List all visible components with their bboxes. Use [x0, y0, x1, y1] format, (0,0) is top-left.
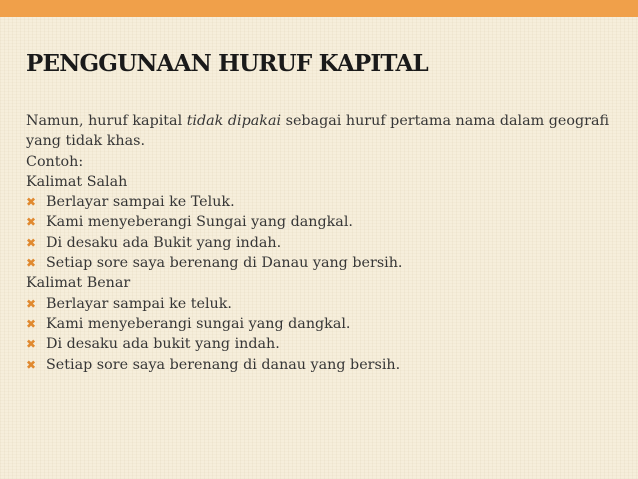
list-item: ✖ Berlayar sampai ke teluk. [26, 294, 624, 314]
x-mark-icon: ✖ [26, 337, 37, 352]
list-item: ✖ Berlayar sampai ke Teluk. [26, 192, 624, 212]
slide-body [26, 111, 624, 375]
list-item: ✖ Kami menyeberangi Sungai yang dangkal. [26, 212, 624, 232]
x-mark-icon: ✖ [26, 195, 37, 210]
top-accent-bar [0, 0, 638, 17]
benar-heading: Kalimat Benar [26, 275, 131, 292]
x-mark-icon: ✖ [26, 215, 37, 230]
list-item: ✖ Setiap sore saya berenang di Danau yang bersih. [26, 253, 624, 273]
x-mark-icon: ✖ [26, 235, 37, 250]
contoh-label: Contoh: [26, 153, 84, 170]
list-item: ✖ Kami menyeberangi sungai yang dangkal. [26, 314, 624, 334]
list-item: ✖ Setiap sore saya berenang di danau yang bersih. [26, 355, 624, 375]
intro-paragraph [26, 111, 624, 152]
x-mark-icon: ✖ [26, 357, 37, 372]
intro-text-2: sebagai huruf pertama nama dalam geografi yang tidak khas. [26, 113, 610, 150]
list-item: ✖ Di desaku ada bukit yang indah. [26, 334, 624, 354]
x-mark-icon: ✖ [26, 316, 37, 331]
salah-heading: Kalimat Salah [26, 173, 128, 190]
x-mark-icon: ✖ [26, 256, 37, 271]
x-mark-icon: ✖ [26, 296, 37, 311]
slide-title: PENGGUNAAN HURUF KAPITAL [26, 50, 428, 77]
intro-emphasis: tidak dipakai [186, 113, 282, 129]
list-item: ✖ Di desaku ada Bukit yang indah. [26, 233, 624, 253]
intro-text-1: Namun, huruf kapital [26, 113, 187, 129]
